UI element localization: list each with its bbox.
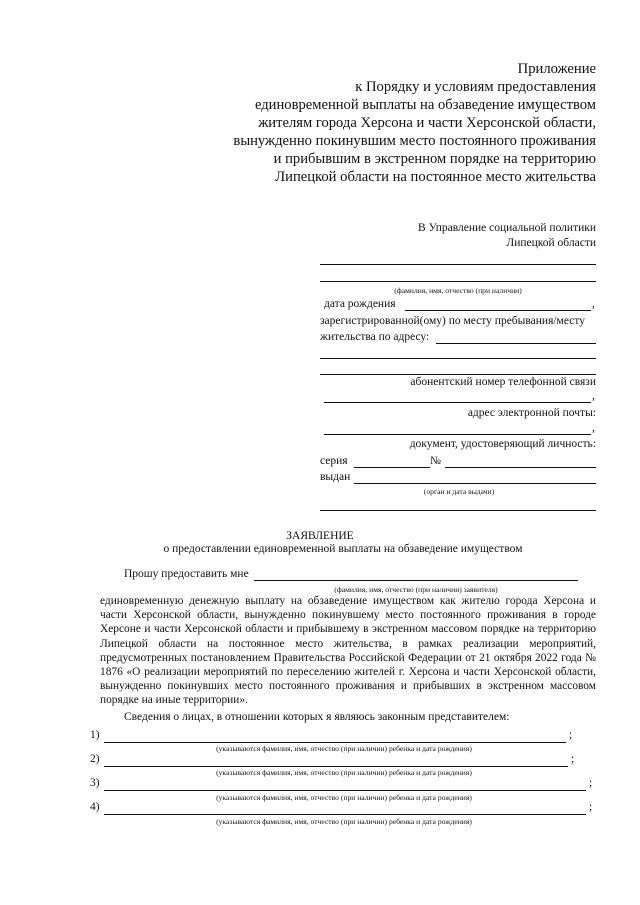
request-caption: (фамилия, имя, отчество (при наличии) заявителя) (334, 585, 498, 594)
child-caption-3: (указываются фамилия, имя, отчество (при наличии) ребенка и дата рождения) (216, 793, 472, 802)
addressee-line2: Липецкой области (506, 237, 596, 249)
birth-date-comma: , (592, 298, 595, 310)
child-caption-1: (указываются фамилия, имя, отчество (при наличии) ребенка и дата рождения) (216, 744, 472, 753)
annex-line: жителям города Херсона и части Херсонской области, (258, 115, 596, 131)
number-label: № (430, 455, 441, 467)
address-field-3[interactable] (320, 374, 596, 375)
series-label: серия (320, 455, 348, 467)
annex-line: Приложение (517, 61, 596, 77)
child-row-end: ; (589, 777, 593, 789)
email-label: адрес электронной почты: (467, 407, 596, 419)
child-caption-4: (указываются фамилия, имя, отчество (при наличии) ребенка и дата рождения) (216, 817, 472, 826)
annex-line: единовременной выплаты на обзаведение имуществом (254, 97, 596, 113)
child-field-2[interactable] (104, 766, 568, 767)
applicant-name-caption: (фамилия, имя, отчество (при наличии) (394, 286, 522, 295)
child-row-end: ; (569, 729, 573, 741)
issued-field[interactable] (354, 483, 596, 484)
applicant-name-line-2[interactable] (320, 281, 596, 282)
registered-label: зарегистрированной(ому) по месту пребывания/месту (320, 315, 585, 327)
child-row-number: 4) (90, 801, 100, 813)
child-field-1[interactable] (104, 742, 566, 743)
annex-line: к Порядку и условиям предоставления (355, 79, 596, 95)
number-field[interactable] (445, 467, 596, 468)
id-document-label: документ, удостоверяющий личность: (409, 438, 596, 450)
phone-field[interactable] (324, 402, 591, 403)
birth-date-field[interactable] (405, 310, 591, 311)
addressee-line1: В Управление социальной политики (418, 222, 596, 234)
address-field-2[interactable] (320, 358, 596, 359)
applicant-full-name-field[interactable] (254, 580, 578, 581)
issued-field-2[interactable] (320, 510, 596, 511)
birth-date-label: дата рождения (324, 298, 396, 310)
child-field-4[interactable] (104, 814, 586, 815)
child-row-end: ; (589, 801, 593, 813)
annex-header (180, 60, 596, 186)
address-label: жительства по адресу: (320, 331, 430, 343)
email-field[interactable] (324, 434, 591, 435)
annex-line: вынужденно покинувшим место постоянного проживания (233, 133, 596, 149)
child-row-end: ; (571, 753, 575, 765)
issued-caption: (орган и дата выдачи) (423, 487, 495, 496)
represented-persons-label: Сведения о лицах, в отношении которых я являюсь законным представителем: (124, 711, 510, 723)
phone-comma: , (592, 390, 595, 402)
series-field[interactable] (354, 467, 430, 468)
issued-label: выдан (320, 471, 351, 483)
child-row-number: 1) (90, 729, 100, 741)
statement-subtitle: о предоставлении единовременной выплаты на обзаведение имуществом (163, 543, 523, 555)
annex-line: Липецкой области на постоянное место жительства (275, 169, 596, 185)
statement-body-text: единовременную денежную выплату на обзаведение имуществом как жителю города Херсона и части Херсонской области, вынужденно покинувшему место постоянного проживания в городе Херсоне и части Херсонской области и прибывшему в экстренном массовом порядке на территорию Липецкой области на постоянное место жительства, в рамках реализации мероприятий, предусмотренных постановлением Правительства Российской Федерации от 21 октября 2022 года № 1876 «О реализации мероприятий по переселению жителей г. Херсона и части Херсонской области, вынужденно покинувших место постоянного проживания и прибывших в экстренном массовом порядке на иные территории». (100, 595, 596, 707)
applicant-name-line-1[interactable] (320, 264, 596, 265)
child-field-3[interactable] (104, 790, 586, 791)
statement-title: ЗАЯВЛЕНИЕ (286, 530, 354, 542)
child-caption-2: (указываются фамилия, имя, отчество (при наличии) ребенка и дата рождения) (216, 768, 472, 777)
statement-body (100, 594, 596, 708)
child-row-number: 2) (90, 753, 100, 765)
address-field-1[interactable] (436, 343, 596, 344)
request-label: Прошу предоставить мне (124, 568, 249, 580)
child-row-number: 3) (90, 777, 100, 789)
email-comma: , (592, 422, 595, 434)
phone-label: абонентский номер телефонной связи (410, 376, 596, 388)
annex-line: и прибывшим в экстренном порядке на территорию (273, 151, 596, 167)
